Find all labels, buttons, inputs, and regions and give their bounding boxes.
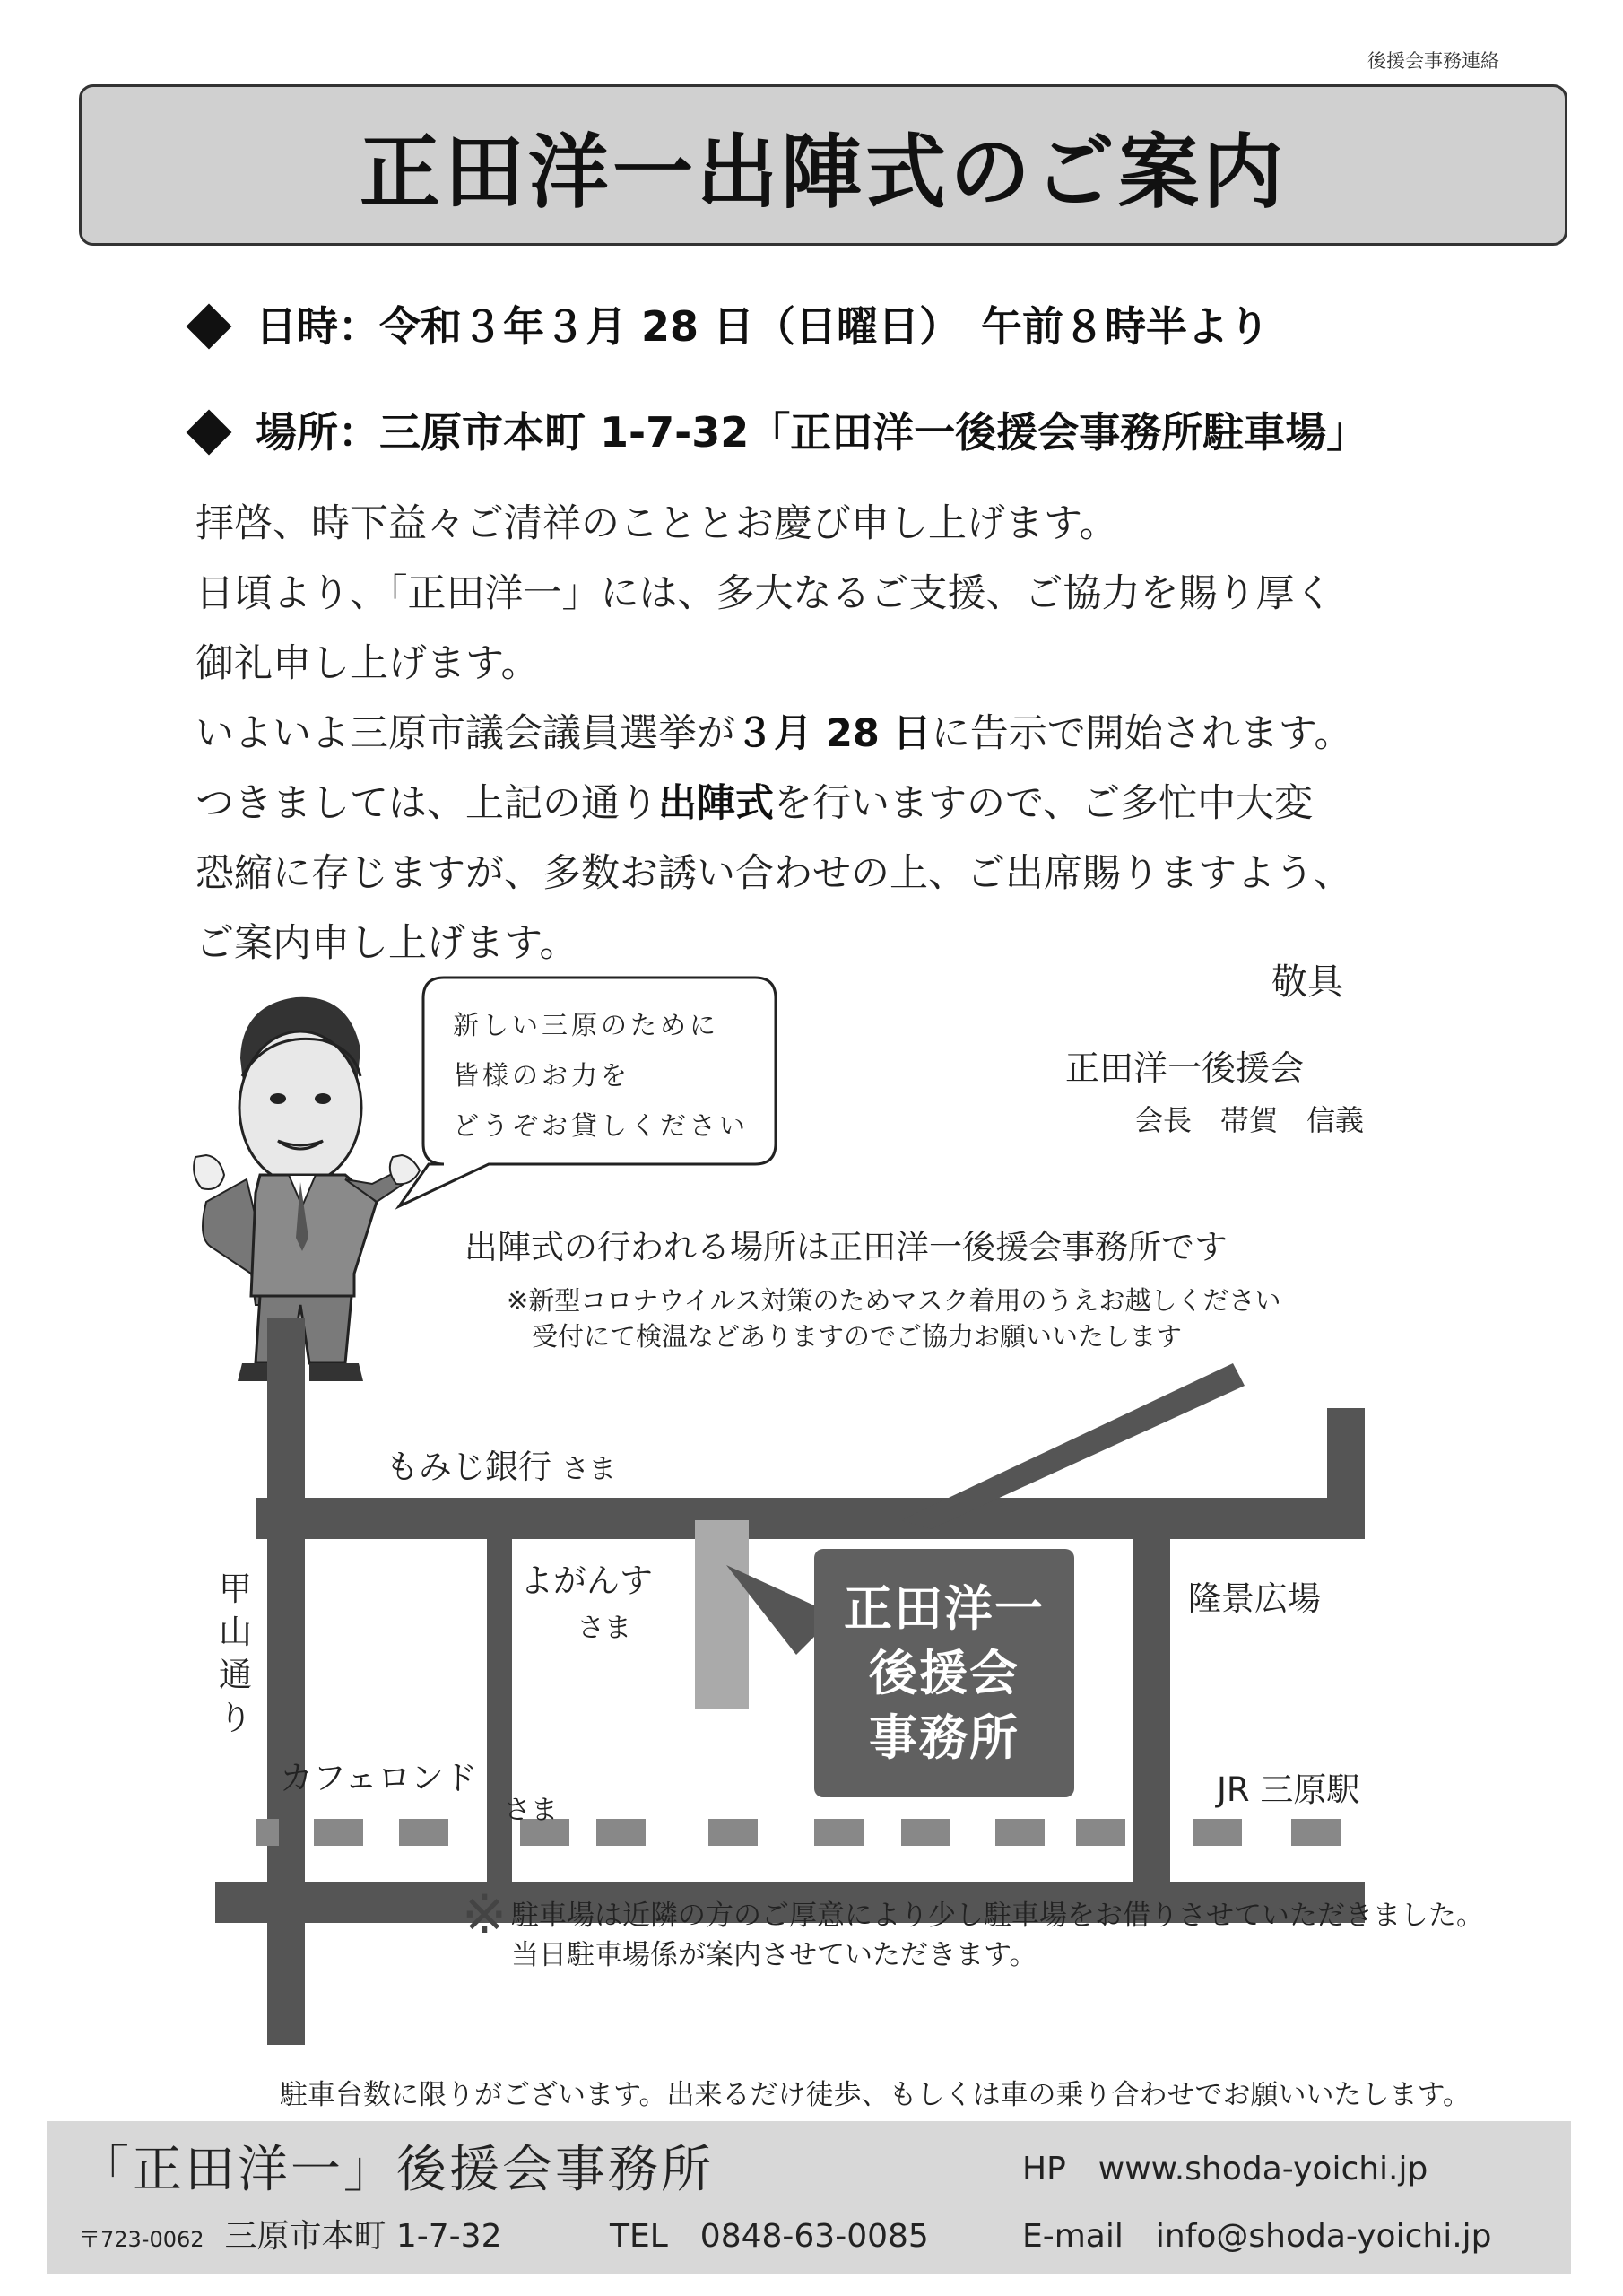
label-yogansu: よがんす <box>520 1561 653 1600</box>
address-text: 三原市本町 1-7-32 <box>224 2218 502 2255</box>
label-momiji <box>386 1439 616 1488</box>
text-run: に告示で開始されます。 <box>931 711 1353 756</box>
datetime-text: 日時：令和３年３月 28 日（日曜日） 午前８時半より <box>256 302 1271 351</box>
candidate-illustration <box>194 997 420 1381</box>
label-cafe: カフェロンド <box>280 1759 478 1797</box>
footer-address <box>79 2211 501 2257</box>
road-west-side <box>487 1520 512 1897</box>
parking-notes <box>511 1896 1484 1975</box>
text-run: つきましては、上記の通り <box>195 781 658 826</box>
text-run: を行いますので、ご多忙中大変 <box>774 781 1314 826</box>
office-line: 正田洋一 <box>844 1579 1045 1637</box>
org-name: 正田洋一後援会 <box>1065 1048 1305 1088</box>
covid-notes <box>507 1283 1281 1354</box>
venue-text: 出陣式の行われる場所は正田洋一後援会事務所です <box>464 1228 1228 1266</box>
page-title: 正田洋一出陣式のご案内 <box>360 126 1287 220</box>
road-east-side <box>1133 1520 1170 1897</box>
bubble-line: どうぞお貸しください <box>453 1110 750 1141</box>
road-north <box>256 1498 1365 1539</box>
label-jr: JR 三原駅 <box>1217 1770 1360 1809</box>
bubble-line: 新しい三原のために <box>453 1010 720 1040</box>
office-line: 後援会 <box>869 1644 1020 1701</box>
place-text: 場所：三原市本町 1-7-32「正田洋一後援会事務所駐車場」 <box>256 408 1368 457</box>
parking-lot <box>695 1520 749 1709</box>
bubble-line: 皆様のお力を <box>453 1060 631 1091</box>
parking-line: 駐車場は近隣の方のご厚意により少し駐車場をお借りさせていただきました。 <box>511 1900 1484 1932</box>
label-text: もみじ銀行 <box>386 1448 551 1486</box>
bubble-text <box>453 1000 749 1151</box>
parking-line: 当日駐車場係が案内させていただきます。 <box>511 1939 1037 1971</box>
office-line: 事務所 <box>869 1709 1020 1766</box>
letter-line: ご案内申し上げます。 <box>195 921 578 966</box>
label-sama: さま <box>561 1454 616 1485</box>
note-line: 受付にて検温などありますのでご協力お願いいたします <box>532 1321 1183 1352</box>
label-kohzan: 甲山通り <box>219 1570 252 1737</box>
letter-line: 御礼申し上げます。 <box>195 641 540 686</box>
top-note: 後援会事務連絡 <box>1367 50 1499 72</box>
text-run: いよいよ三原市議会議員選挙が <box>195 711 735 756</box>
footer-email[interactable]: E-mail info@shoda-yoichi.jp <box>1022 2218 1492 2255</box>
label-sama: さま <box>504 1795 558 1826</box>
letter-line: 日頃より、「正田洋一」には、多大なるご支援、ご協力を賜り厚く <box>195 571 1333 616</box>
label-sama: さま <box>577 1613 631 1644</box>
note-line: ※新型コロナウイルス対策のためマスク着用のうえお越しください <box>507 1285 1281 1316</box>
footer-office-name: 「正田洋一」後援会事務所 <box>79 2141 714 2199</box>
road-east-top <box>1327 1408 1365 1525</box>
office-box <box>814 1549 1074 1797</box>
reference-mark: ※ <box>462 1883 508 1946</box>
railway-line <box>256 1819 1341 1846</box>
bold-date: ３月 28 日 <box>735 711 932 756</box>
road-kohzan <box>267 1318 305 2045</box>
chair-name: 会長 帯賀 信義 <box>1134 1103 1365 1137</box>
label-ryukei: 隆景広場 <box>1188 1579 1321 1618</box>
letter-line: 拝啓、時下益々ご清祥のこととお慶び申し上げます。 <box>195 501 1118 546</box>
parking-limit: 駐車台数に限りがございます。出来るだけ徒歩、もしくは車の乗り合わせでお願いいたします。 <box>280 2079 1471 2111</box>
closing-keigu: 敬具 <box>1271 961 1343 1003</box>
footer-hp[interactable]: HP www.shoda-yoichi.jp <box>1022 2151 1428 2187</box>
footer-tel: TEL 0848-63-0085 <box>610 2218 929 2255</box>
bold-event: 出陣式 <box>658 781 774 826</box>
letter-line: 恐縮に存じますが、多数お誘い合わせの上、ご出席賜りますよう、 <box>195 851 1352 896</box>
zip-code: 〒723-0062 <box>79 2227 204 2252</box>
